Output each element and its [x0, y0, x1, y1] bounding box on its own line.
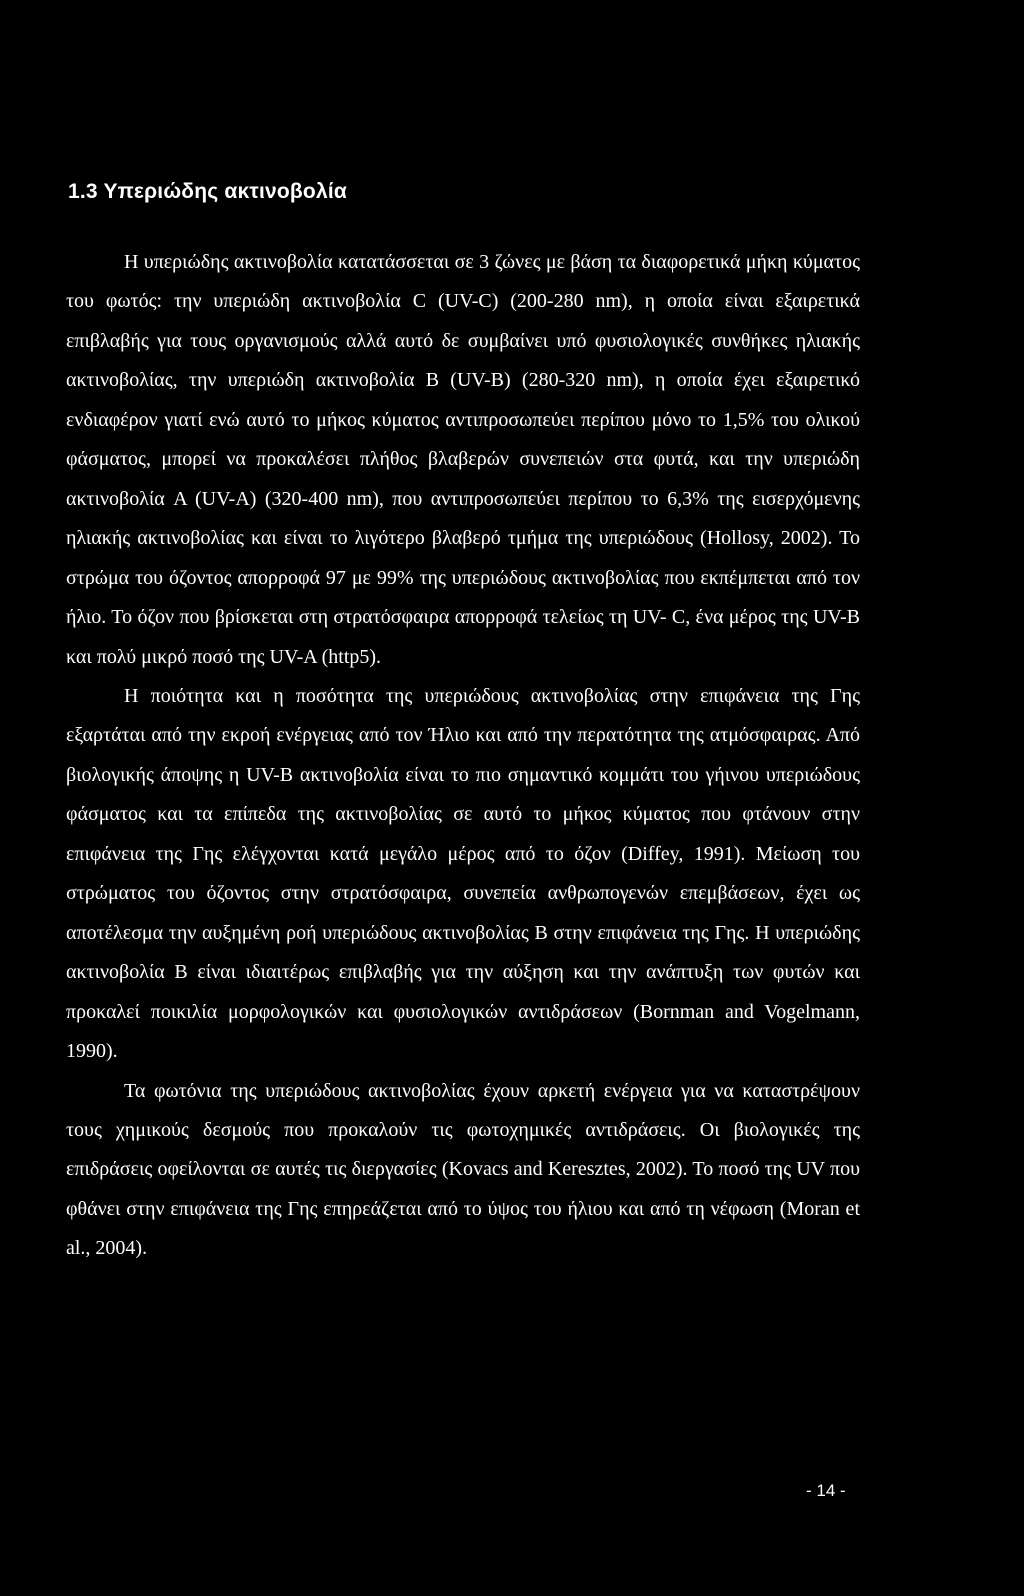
page-number: - 14 - — [806, 1481, 846, 1500]
body-text — [66, 243, 860, 1269]
paragraph-uv-zones: Η υπεριώδης ακτινοβολία κατατάσσεται σε 3 ζώνες με βάση τα διαφορετικά μήκη κύματος του φωτός: την υπεριώδη ακτινοβολία C (UV-C) (200-280 nm), η οποία είναι εξαιρετικά επιβλαβής για τους οργανισμούς αλλά αυτό δε συμβαίνει υπό φυσιολογικές συνθήκες ηλιακής ακτινοβολίας, την υπεριώδη ακτινοβολία B (UV-B) (280-320 nm), η οποία έχει εξαιρετικό ενδιαφέρον γιατί ενώ αυτό το μήκος κύματος αντιπροσωπεύει περίπου μόνο το 1,5% του ολικού φάσματος, μπορεί να προκαλέσει πλήθος βλαβερών συνεπειών στα φυτά, και την υπεριώδη ακτινοβολία A (UV-A) (320-400 nm), που αντιπροσωπεύει περίπου το 6,3% της εισερχόμενης ηλιακής ακτινοβολίας και είναι το λιγότερο βλαβερό τμήμα της υπεριώδους (Hollosy, 2002). Το στρώμα του όζοντος απορροφά 97 με 99% της υπεριώδους ακτινοβολίας που εκπέμπεται από τον ήλιο. Το όζον που βρίσκεται στη στρατόσφαιρα απορροφά τελείως τη UV- C, ένα μέρος της UV-B και πολύ μικρό ποσό της UV-A (http5). — [66, 251, 860, 668]
section-heading: 1.3 Υπεριώδης ακτινοβολία — [68, 180, 347, 203]
paragraph-uv-photons: Τα φωτόνια της υπεριώδους ακτινοβολίας έχουν αρκετή ενέργεια για να καταστρέψουν τους χημικούς δεσμούς που προκαλούν τις φωτοχημικές αντιδράσεις. Οι βιολογικές της επιδράσεις οφείλονται σε αυτές τις διεργασίες (Kovacs and Keresztes, 2002). Το ποσό της UV που φθάνει στην επιφάνεια της Γης επηρεάζεται από το ύψος του ήλιου και από τη νέφωση (Moran et al., 2004). — [66, 1079, 860, 1260]
paragraph-uv-quality: Η ποιότητα και η ποσότητα της υπεριώδους ακτινοβολίας στην επιφάνεια της Γης εξαρτάται από την εκροή ενέργειας από τον Ήλιο και από την περατότητα της ατμόσφαιρας. Από βιολογικής άποψης η UV-B ακτινοβολία είναι το πιο σημαντικό κομμάτι του γήινου υπεριώδους φάσματος και τα επίπεδα της ακτινοβολίας σε αυτό το μήκος κύματος που φτάνουν στην επιφάνεια της Γης ελέγχονται κατά μεγάλο μέρος από το όζον (Diffey, 1991). Μείωση του στρώματος του όζοντος στην στρατόσφαιρα, συνεπεία ανθρωπογενών επεμβάσεων, έχει ως αποτέλεσμα την αυξημένη ροή υπεριώδους ακτινοβολίας B στην επιφάνεια της Γης. Η υπεριώδης ακτινοβολία B είναι ιδιαιτέρως επιβλαβής για την αύξηση και την ανάπτυξη των φυτών και προκαλεί ποικιλία μορφολογικών και φυσιολογικών αντιδράσεων (Bornman and Vogelmann, 1990). — [66, 684, 860, 1063]
